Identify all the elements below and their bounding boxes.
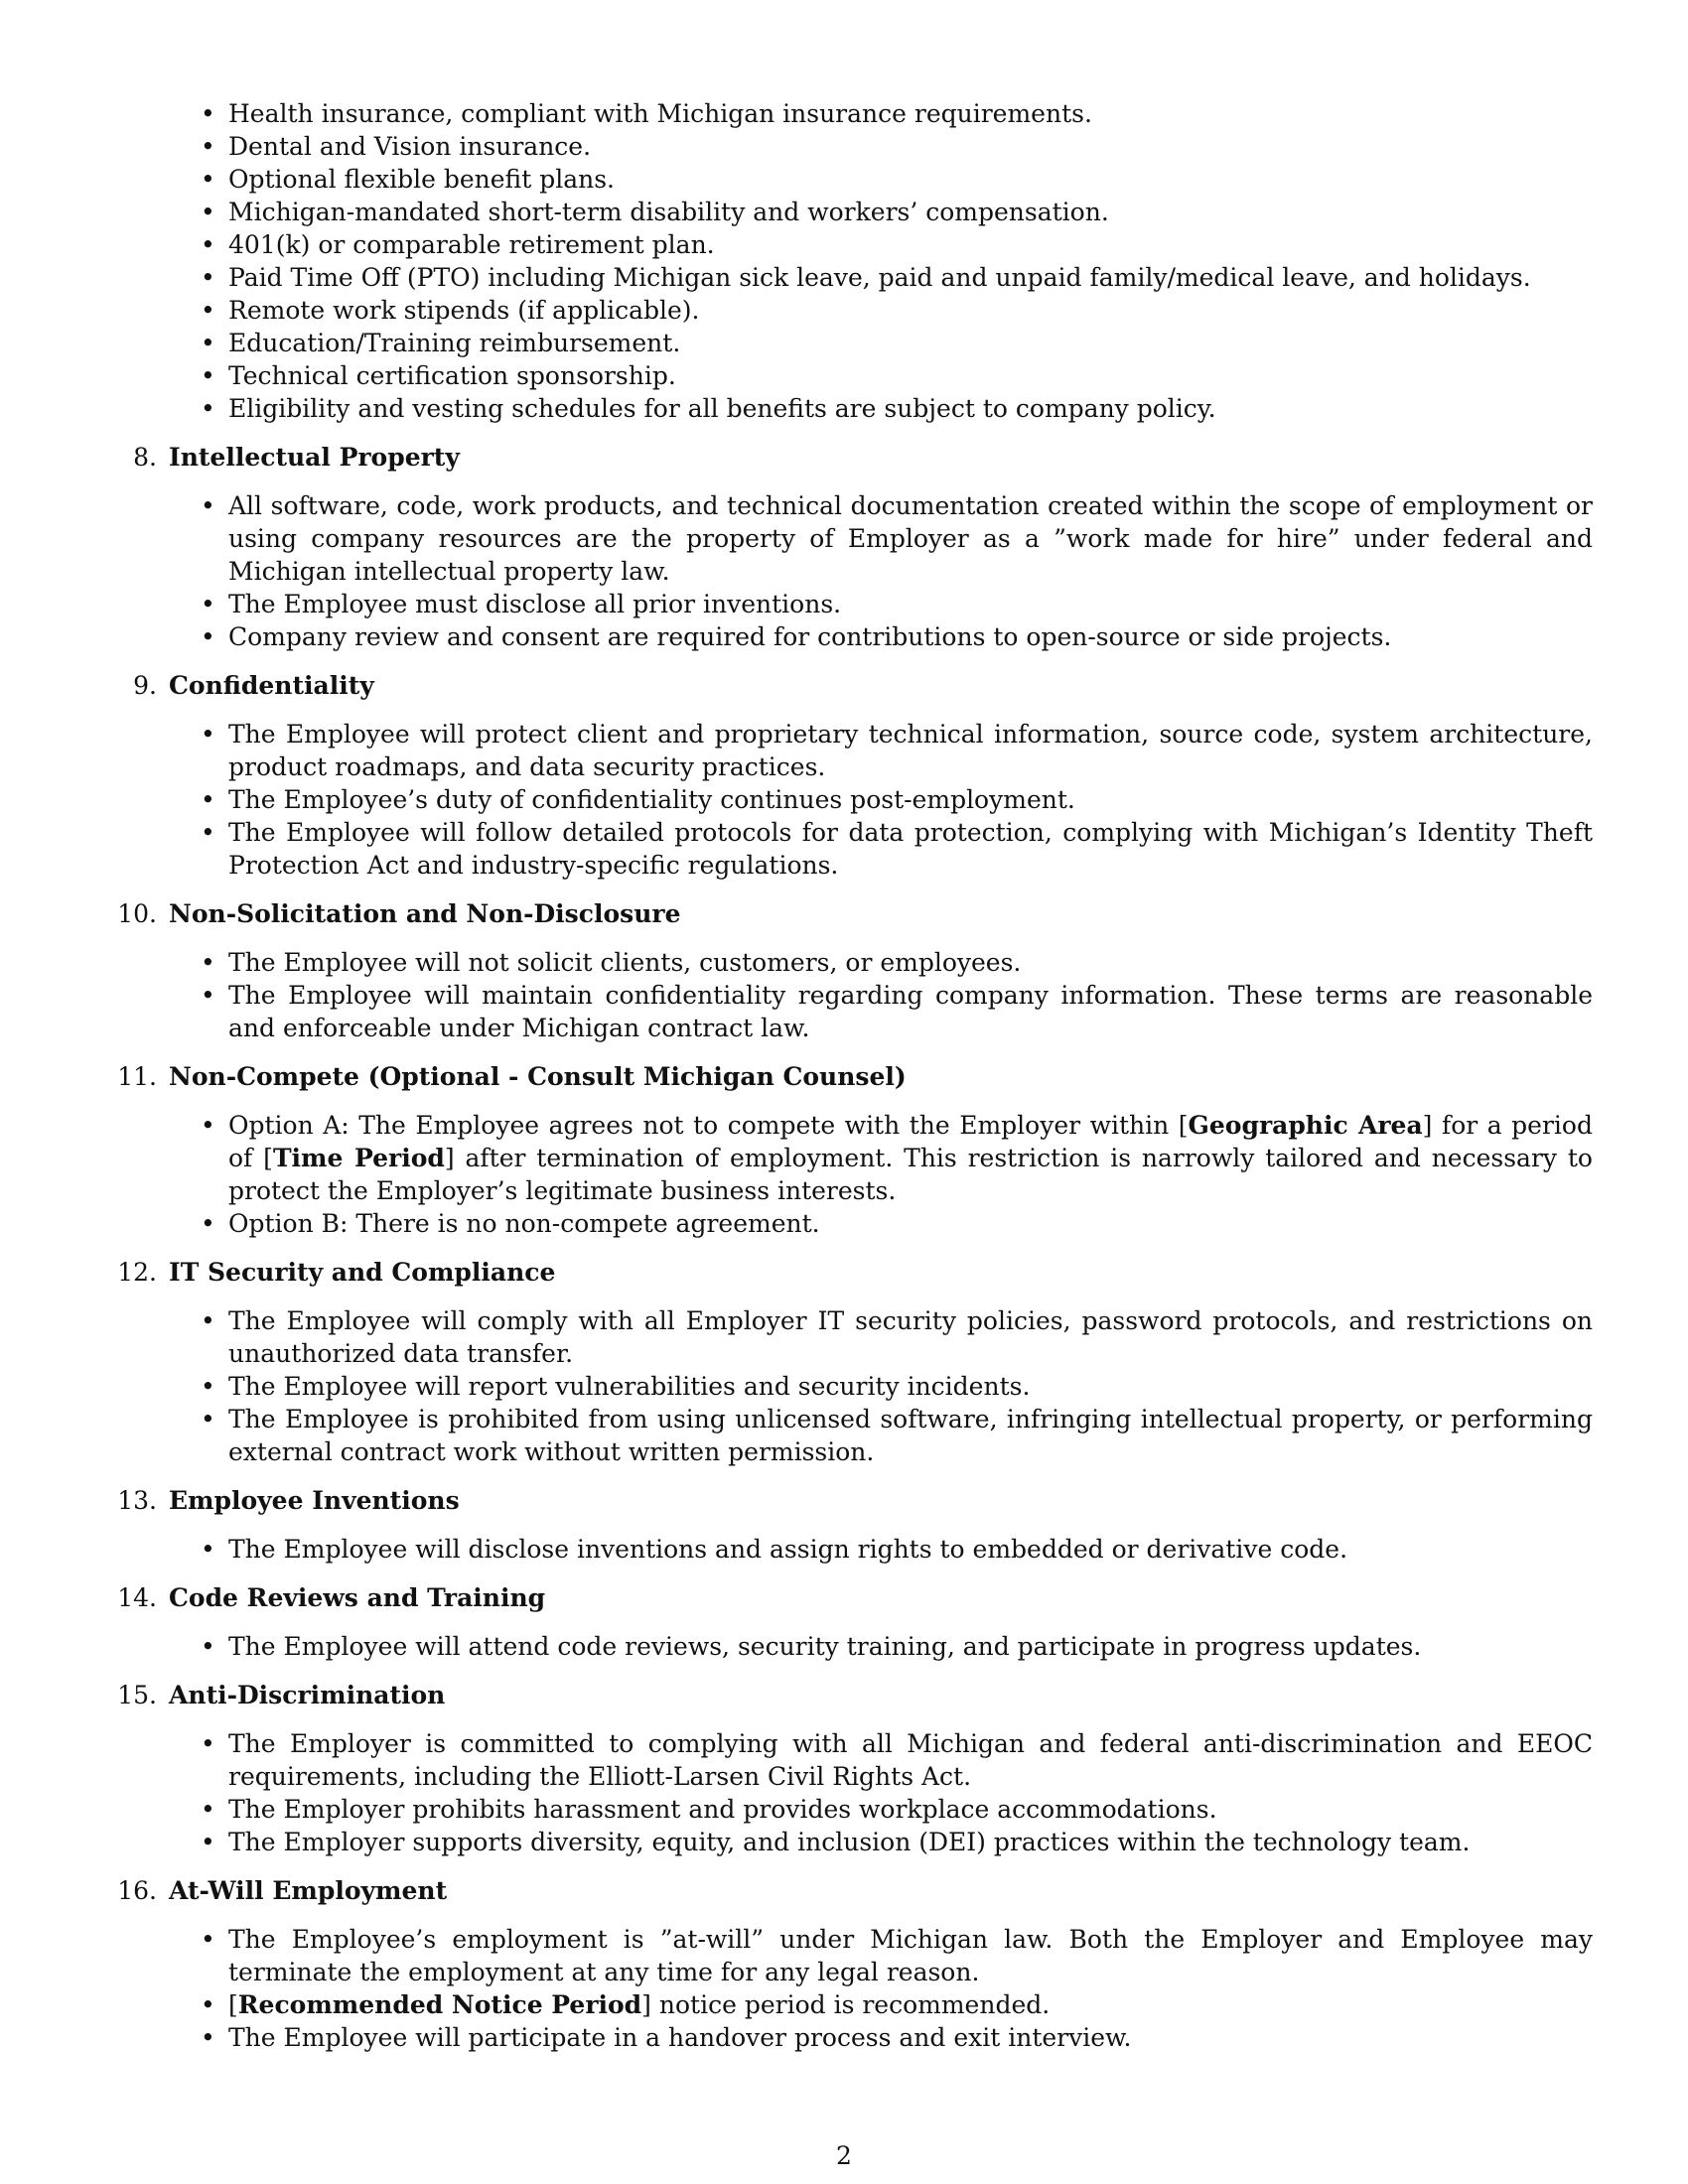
list-item: • The Employee will maintain confidentiality regarding company information. These terms are reasonable and enforceable under Michigan contract law. [169, 979, 1593, 1044]
section-heading [117, 1256, 1593, 1289]
list-item: • The Employee will attend code reviews, security training, and participate in progress updates. [169, 1630, 1593, 1663]
list-item: • The Employee will participate in a handover process and exit interview. [169, 2021, 1593, 2054]
section-code-reviews [117, 1581, 1593, 1663]
list-item: • The Employer is committed to complying with all Michigan and federal anti-discrimination and EEOC requirements, including the Elliott-Larsen Civil Rights Act. [169, 1727, 1593, 1793]
section-non-compete [117, 1060, 1593, 1240]
section-number: 11. [117, 1062, 157, 1091]
option-a-text: Option A: The Employee agrees not to compete with the Employer within [228, 1111, 1179, 1140]
section-number: 13. [117, 1486, 157, 1515]
document-page [117, 97, 1593, 2054]
list-item: • Optional flexible benefit plans. [169, 163, 1593, 196]
placeholder-time-period: Time Period [272, 1144, 445, 1172]
list-item: • All software, code, work products, and technical documentation created within the scope of employment or using company resources are the property of Employer as a ”work made for hire” under federal and Michigan intellectual property law. [169, 489, 1593, 588]
notice-text: notice period is recommended. [650, 1990, 1051, 2019]
list-item: • The Employee’s duty of confidentiality continues post-employment. [169, 783, 1593, 816]
section-employee-inventions [117, 1484, 1593, 1566]
section-heading [133, 669, 1593, 702]
section-title: Code Reviews and Training [169, 1583, 546, 1612]
bracket: [ [263, 1144, 273, 1172]
list-item: • The Employee must disclose all prior inventions. [169, 588, 1593, 620]
section-heading [117, 1874, 1593, 1907]
section-heading [117, 1581, 1593, 1614]
section-heading [117, 897, 1593, 930]
list-item: • Dental and Vision insurance. [169, 130, 1593, 163]
list-item: • The Employee will report vulnerabilities and security incidents. [169, 1370, 1593, 1403]
list-item-option-a [169, 1109, 1593, 1207]
list-item: • Paid Time Off (PTO) including Michigan sick leave, paid and unpaid family/medical leave, and holidays. [169, 261, 1593, 294]
placeholder-geographic-area: Geographic Area [1188, 1111, 1423, 1140]
section-non-solicitation [117, 897, 1593, 1044]
section-anti-discrimination [117, 1679, 1593, 1858]
section-bullets [169, 1727, 1593, 1858]
list-item: • The Employee will not solicit clients, customers, or employees. [169, 946, 1593, 979]
section-number: 9. [133, 671, 157, 700]
bracket: ] [444, 1144, 455, 1172]
list-item-notice [169, 1988, 1593, 2021]
list-item: • Health insurance, compliant with Michigan insurance requirements. [169, 97, 1593, 130]
list-item: • The Employee will comply with all Employer IT security policies, password protocols, and restrictions on unauthorized data transfer. [169, 1304, 1593, 1370]
list-item: • The Employee will protect client and proprietary technical information, source code, system architecture, product roadmaps, and data security practices. [169, 718, 1593, 783]
list-item: • Technical certification sponsorship. [169, 359, 1593, 392]
benefits-list [169, 97, 1593, 425]
section-number: 8. [133, 443, 157, 472]
section-bullets [169, 1630, 1593, 1663]
list-item: • The Employer supports diversity, equity, and inclusion (DEI) practices within the technology team. [169, 1826, 1593, 1858]
bracket: [ [228, 1990, 238, 2019]
page-number: 2 [836, 2141, 852, 2170]
list-item-option-b: • Option B: There is no non-compete agreement. [169, 1207, 1593, 1240]
section-title: Non-Compete (Optional - Consult Michigan Counsel) [169, 1062, 907, 1091]
section-number: 15. [117, 1681, 157, 1709]
section-title: Anti-Discrimination [169, 1681, 446, 1709]
option-a-text: after termination of employment. This restriction is narrowly tailored and necessary to protect the Employer’s legitimate business interests. [228, 1144, 1593, 1205]
section-heading [117, 1060, 1593, 1093]
section-at-will [117, 1874, 1593, 2054]
section-number: 16. [117, 1876, 157, 1905]
list-item: • Education/Training reimbursement. [169, 327, 1593, 359]
section-it-security [117, 1256, 1593, 1468]
section-confidentiality [133, 669, 1593, 882]
list-item: • The Employee is prohibited from using unlicensed software, infringing intellectual property, or performing external contract work without written permission. [169, 1403, 1593, 1468]
list-item: • The Employee’s employment is ”at-will” under Michigan law. Both the Employer and Employee may terminate the employment at any time for any legal reason. [169, 1923, 1593, 1988]
list-item: • Company review and consent are required for contributions to open-source or side projects. [169, 620, 1593, 653]
section-bullets [169, 1923, 1593, 2054]
list-item: • The Employer prohibits harassment and provides workplace accommodations. [169, 1793, 1593, 1826]
section-bullets [169, 718, 1593, 882]
section-title: Non-Solicitation and Non-Disclosure [169, 899, 681, 928]
section-bullets [169, 1304, 1593, 1468]
bracket: ] [1422, 1111, 1433, 1140]
list-item: • Remote work stipends (if applicable). [169, 294, 1593, 327]
sections-list [117, 441, 1593, 2054]
section-bullets [169, 946, 1593, 1044]
section-title: IT Security and Compliance [169, 1258, 556, 1287]
section-number: 10. [117, 899, 157, 928]
placeholder-notice-period: Recommended Notice Period [237, 1990, 642, 2019]
section-title: Confidentiality [169, 671, 374, 700]
section-number: 12. [117, 1258, 157, 1287]
section-title: Employee Inventions [169, 1486, 460, 1515]
bracket: ] [641, 1990, 651, 2019]
section-heading [117, 1484, 1593, 1517]
section-bullets [169, 489, 1593, 653]
section-title: Intellectual Property [169, 443, 460, 472]
list-item: • The Employee will disclose inventions and assign rights to embedded or derivative code. [169, 1533, 1593, 1566]
list-item: • 401(k) or comparable retirement plan. [169, 228, 1593, 261]
list-item: • Michigan-mandated short-term disability and workers’ compensation. [169, 196, 1593, 228]
section-heading [117, 1679, 1593, 1711]
list-item: • The Employee will follow detailed protocols for data protection, complying with Michigan’s Identity Theft Protection Act and industry-specific regulations. [169, 816, 1593, 882]
section-heading [133, 441, 1593, 474]
list-item: • Eligibility and vesting schedules for all benefits are subject to company policy. [169, 392, 1593, 425]
option-a-text: for a period of [228, 1111, 1593, 1172]
section-bullets [169, 1533, 1593, 1566]
section-intellectual-property [133, 441, 1593, 653]
section-bullets [169, 1109, 1593, 1240]
bracket: [ [1178, 1111, 1189, 1140]
section-number: 14. [117, 1583, 157, 1612]
section-title: At-Will Employment [169, 1876, 448, 1905]
